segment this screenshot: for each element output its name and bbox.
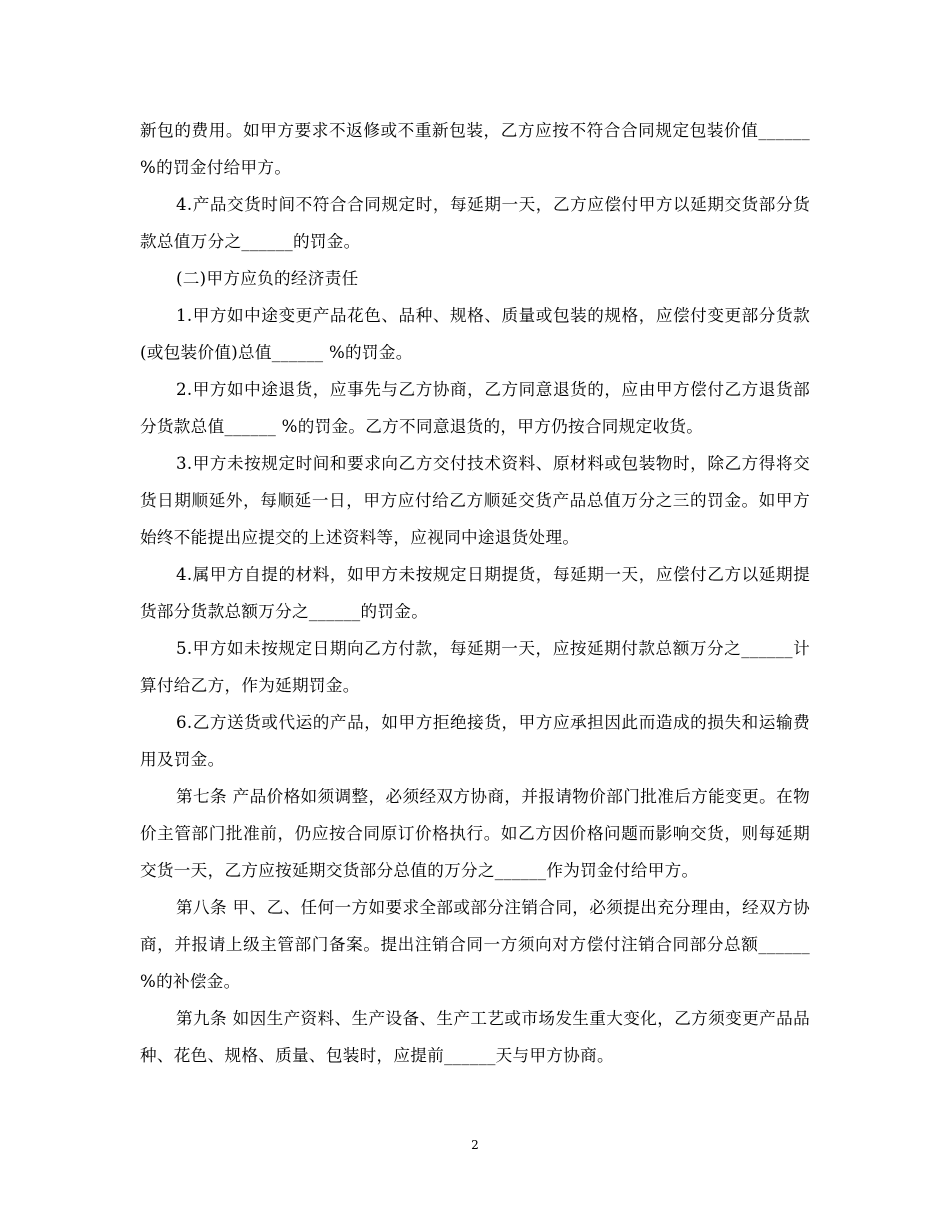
paragraph: 3.甲方未按规定时间和要求向乙方交付技术资料、原材料或包装物时，除乙方得将交货日期顺延外，每顺延一日，甲方应付给乙方顺延交货产品总值万分之三的罚金。如甲方始终不能提出应提交的上述资料等，应视同中途退货处理。	[140, 454, 810, 547]
paragraph: 新包的费用。如甲方要求不返修或不重新包装，乙方应按不符合合同规定包装价值______ %的罚金付给甲方。	[140, 121, 816, 177]
paragraph: 5.甲方如未按规定日期向乙方付款，每延期一天，应按延期付款总额万分之______计算付给乙方，作为延期罚金。	[140, 639, 810, 695]
article-nine: 第九条 如因生产资料、生产设备、生产工艺或市场发生重大变化，乙方须变更产品品种、花色、规格、质量、包装时，应提前______天与甲方协商。	[140, 1009, 810, 1065]
section-heading: (二)甲方应负的经济责任	[176, 269, 359, 288]
article-eight: 第八条 甲、乙、任何一方如要求全部或部分注销合同，必须提出充分理由，经双方协商，并报请上级主管部门备案。提出注销合同一方须向对方偿付注销合同部分总额______ %的补偿金。	[140, 898, 816, 991]
paragraph: 2.甲方如中途退货，应事先与乙方协商，乙方同意退货的，应由甲方偿付乙方退货部分货款总值______ %的罚金。乙方不同意退货的，甲方仍按合同规定收货。	[140, 380, 810, 436]
article-seven: 第七条 产品价格如须调整，必须经双方协商，并报请物价部门批准后方能变更。在物价主管部门批准前，仍应按合同原订价格执行。如乙方因价格问题而影响交货，则每延期交货一天，乙方应按延期交货部分总值的万分之______作为罚金付给甲方。	[140, 787, 810, 880]
paragraph: 1.甲方如中途变更产品花色、品种、规格、质量或包装的规格，应偿付变更部分货款(或包装价值)总值______ %的罚金。	[140, 306, 810, 362]
paragraph: 4.属甲方自提的材料，如甲方未按规定日期提货，每延期一天，应偿付乙方以延期提货部分货款总额万分之______的罚金。	[140, 565, 810, 621]
page-number: 2	[471, 1138, 479, 1152]
document-body	[140, 112, 816, 1074]
paragraph: 6.乙方送货或代运的产品，如甲方拒绝接货，甲方应承担因此而造成的损失和运输费用及罚金。	[140, 713, 810, 769]
paragraph: 4.产品交货时间不符合合同规定时，每延期一天，乙方应偿付甲方以延期交货部分货款总值万分之______的罚金。	[140, 195, 810, 251]
